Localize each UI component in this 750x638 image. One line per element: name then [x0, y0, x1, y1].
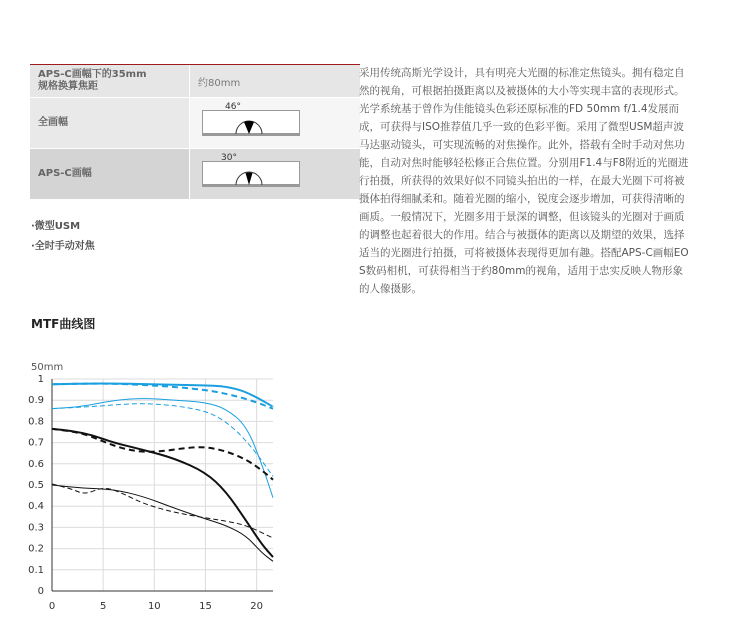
spec-row-full-frame: [30, 98, 360, 149]
y-tick-label: 0.6: [28, 458, 44, 470]
y-tick-label: 0.5: [28, 480, 44, 491]
spec-label: 全画幅: [30, 98, 190, 148]
series-line-3: [52, 399, 273, 498]
y-tick-label: 0: [37, 586, 44, 597]
feature-item: ·微型USM: [31, 221, 81, 232]
chart-series: [52, 384, 273, 562]
spec-label: APS-C画幅: [30, 149, 190, 199]
spec-value: 约80mm: [190, 65, 360, 97]
angle-of-view-icon: [203, 162, 299, 186]
angle-of-view-diagram: [202, 102, 300, 136]
spec-label-line1: APS-C画幅下的35mm: [38, 69, 147, 80]
spec-row-focal-equivalent: [30, 65, 360, 98]
y-tick-label: 0.8: [28, 416, 44, 428]
spec-row-aps-c: [30, 149, 360, 200]
angle-of-view-diagram: [202, 153, 300, 187]
x-tick-label: 5: [99, 601, 107, 612]
spec-value: [190, 149, 360, 199]
chart-grid: [52, 379, 273, 591]
mtf-chart-svg: [0, 355, 300, 625]
lens-description: 采用传统高斯光学设计，具有明亮大光圈的标准定焦镜头。拥有稳定自然的视角，可根据拍摄距离以及被摄体的大小等实现丰富的表现形式。光学系统基于曾作为佳能镜头色彩还原标准的FD 50mm f/1.4发展而成，可获得与ISO推荐值几乎一致的色彩平衡。采用了微型USM超声波马达驱动镜头，可实现流畅的对焦操作。此外，搭载有全时手动对焦功能，自动对焦时能够轻松修正合焦位置。分别用F1.4与F8附近的光圈进行拍摄，所获得的效果好似不同镜头拍出的一样，在最大光圈下可将被摄体拍得细腻柔和。随着光圈的缩小，锐度会逐步增加，可获得清晰的画质。一般情况下，光圈多用于景深的调整，但该镜头的光圈对于画质的调整也起着很大的作用。结合与被摄体的距离以及期望的效果，选择适当的光圈进行拍摄，可将被摄体表现得更加有趣。搭配APS-C画幅EOS数码相机，可获得相当于约80mm的视角，适用于忠实反映人物形象的人像摄影。: [359, 67, 689, 295]
y-tick-label: 0.4: [28, 501, 44, 513]
feature-list: [31, 217, 95, 257]
y-tick-label: 0.9: [28, 395, 44, 407]
y-tick-label: 0.1: [28, 564, 44, 576]
y-tick-label: 0.2: [28, 543, 44, 555]
angle-label: 46°: [225, 102, 241, 112]
series-line-2: [52, 384, 273, 409]
spec-value: [190, 98, 360, 148]
spec-label-line2: 规格换算焦距: [38, 81, 98, 92]
x-tick-label: 20: [250, 601, 263, 612]
y-axis-ticks: [28, 374, 44, 597]
series-line-7: [52, 485, 273, 561]
x-tick-label: 15: [199, 601, 212, 612]
series-line-4: [52, 404, 273, 477]
mtf-section-title: MTF曲线图: [31, 317, 96, 331]
spec-label: [30, 65, 190, 97]
angle-label: 30°: [221, 153, 237, 163]
y-tick-label: 1: [37, 374, 44, 385]
angle-of-view-icon: [203, 111, 299, 135]
x-tick-label: 0: [48, 601, 56, 612]
x-tick-label: 10: [147, 601, 161, 612]
y-tick-label: 0.3: [28, 522, 44, 534]
y-tick-label: 0.7: [28, 437, 44, 449]
mtf-chart: [0, 355, 300, 629]
chart-title: 50mm: [31, 362, 64, 373]
x-axis-ticks: [49, 601, 263, 612]
spec-table: [30, 64, 360, 200]
feature-item: ·全时手动对焦: [31, 241, 95, 252]
